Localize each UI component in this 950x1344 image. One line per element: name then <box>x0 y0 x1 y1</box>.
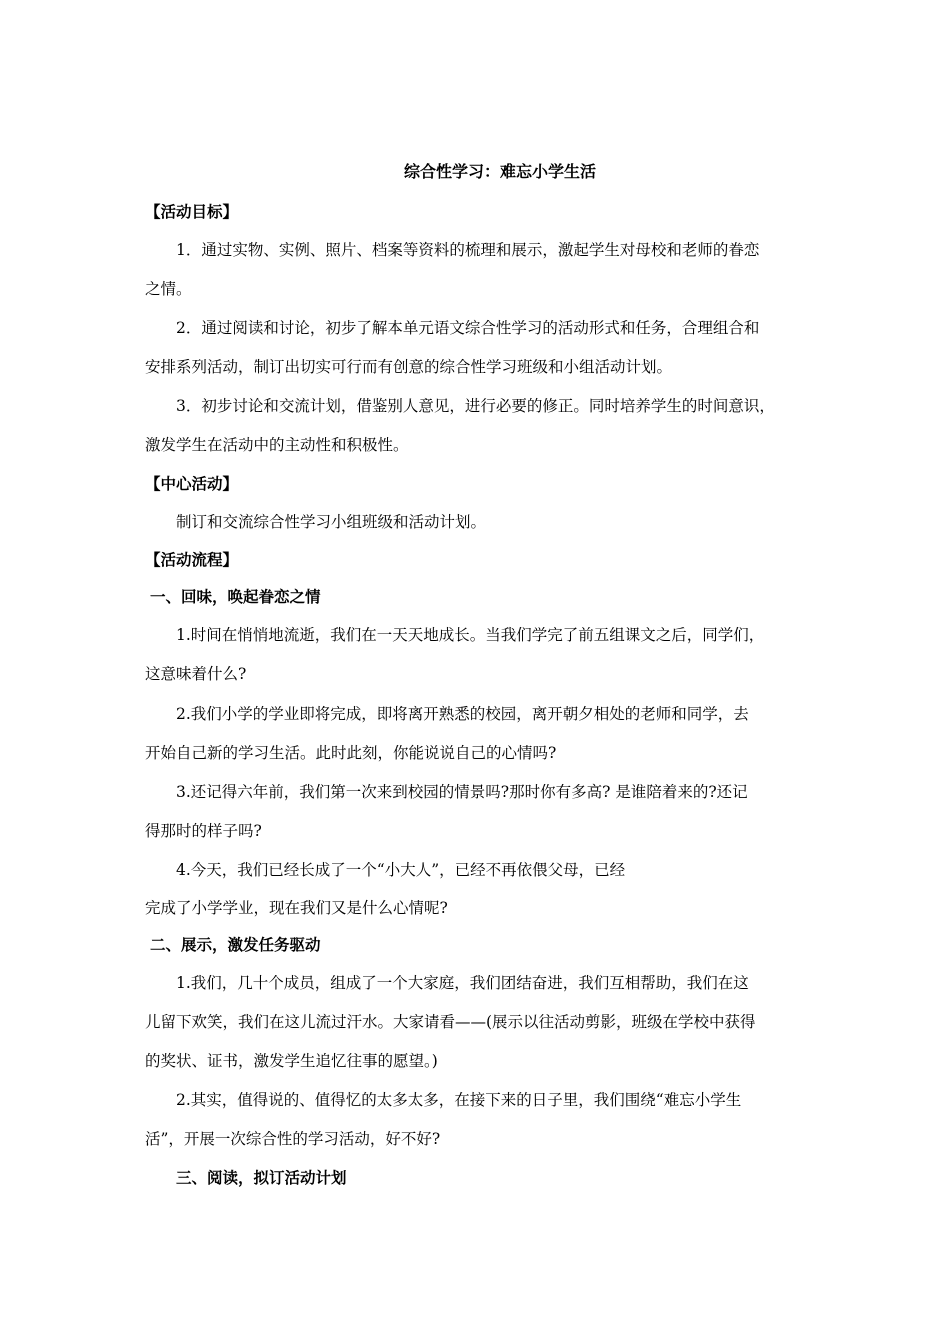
part-1-heading: 一、回味，唤起眷恋之情 <box>150 588 321 606</box>
part-1-item-1-line-2: 这意味着什么? <box>145 665 247 683</box>
part-1-item-1-line-1: 1.时间在悄悄地流逝，我们在一天天地成长。当我们学完了前五组课文之后，同学们， <box>176 626 765 644</box>
goals-heading: 【活动目标】 <box>145 203 239 221</box>
part-1-item-2-line-1: 2.我们小学的学业即将完成，即将离开熟悉的校园，离开朝夕相处的老师和同学，去 <box>176 705 749 723</box>
goal-1-line-2: 之情。 <box>145 280 192 298</box>
goal-2-line-1: 2．通过阅读和讨论，初步了解本单元语文综合性学习的活动形式和任务，合理组合和 <box>176 319 760 337</box>
flow-heading: 【活动流程】 <box>145 551 239 569</box>
center-text: 制订和交流综合性学习小组班级和活动计划。 <box>176 513 487 531</box>
goal-3-line-1: 3．初步讨论和交流计划，借鉴别人意见，进行必要的修正。同时培养学生的时间意识， <box>176 397 775 415</box>
part-1-item-4-line-2: 完成了小学学业，现在我们又是什么心情呢? <box>145 899 448 917</box>
part-2-item-1-line-1: 1.我们，几十个成员，组成了一个大家庭，我们团结奋进，我们互相帮助，我们在这 <box>176 974 749 992</box>
part-1-item-4-line-1: 4.今天，我们已经长成了一个“小大人”，已经不再依偎父母，已经 <box>176 861 626 879</box>
goal-1-line-1: 1．通过实物、实例、照片、档案等资料的梳理和展示，激起学生对母校和老师的眷恋 <box>176 241 760 259</box>
part-2-item-2-line-2: 活”，开展一次综合性的学习活动，好不好? <box>145 1130 441 1148</box>
part-1-item-3-line-1: 3.还记得六年前，我们第一次来到校园的情景吗?那时你有多高? 是谁陪着来的?还记 <box>176 783 748 801</box>
goal-2-line-2: 安排系列活动，制订出切实可行而有创意的综合性学习班级和小组活动计划。 <box>145 358 673 376</box>
part-3-heading: 三、阅读，拟订活动计划 <box>176 1169 347 1187</box>
part-2-item-1-line-3: 的奖状、证书，激发学生追忆往事的愿望。) <box>145 1052 438 1070</box>
part-2-item-1-line-2: 儿留下欢笑，我们在这儿流过汗水。大家请看——(展示以往活动剪影，班级在学校中获得 <box>145 1013 756 1031</box>
part-1-item-2-line-2: 开始自己新的学习生活。此时此刻，你能说说自己的心情吗? <box>145 744 557 762</box>
part-1-item-3-line-2: 得那时的样子吗? <box>145 822 262 840</box>
center-heading: 【中心活动】 <box>145 475 239 493</box>
part-2-item-2-line-1: 2.其实，值得说的、值得忆的太多太多，在接下来的日子里，我们围绕“难忘小学生 <box>176 1091 742 1109</box>
part-2-heading: 二、展示，激发任务驱动 <box>150 936 321 954</box>
page-title: 综合性学习：难忘小学生活 <box>403 162 596 181</box>
goal-3-line-2: 激发学生在活动中的主动性和积极性。 <box>145 436 409 454</box>
